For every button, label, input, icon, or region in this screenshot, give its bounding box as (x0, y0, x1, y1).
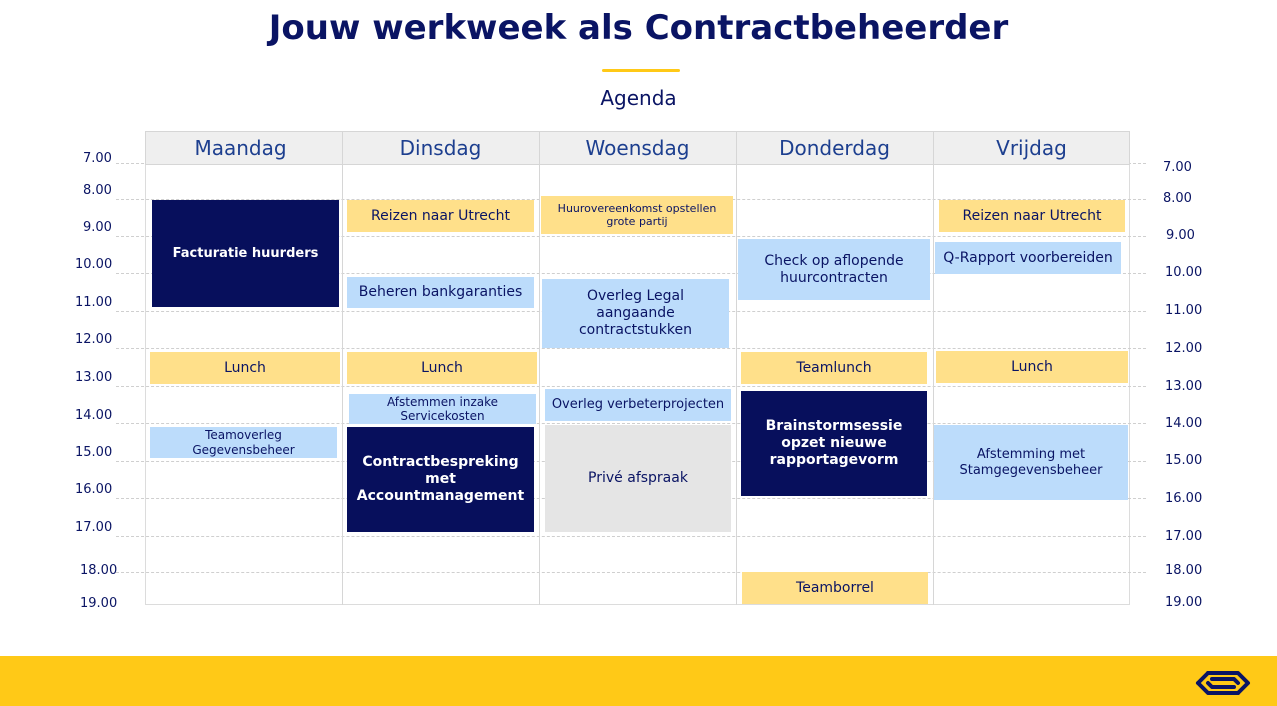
event-label: Teamoverleg Gegevensbeheer (192, 428, 295, 457)
day-header-vrijdag: Vrijdag (996, 136, 1067, 160)
event-label: Lunch (224, 359, 266, 376)
event-lunch[interactable] (936, 351, 1128, 383)
event-label: Huurovereenkomst opstellen grote partij (557, 201, 717, 228)
event-label: Facturatie huurders (172, 245, 319, 261)
event-label: Contractbespreking met Accountmanagement (356, 454, 525, 504)
event-brainstormsessie[interactable] (741, 391, 927, 496)
event-huurovereenkomst[interactable] (541, 196, 733, 234)
event-stamgegevensbeheer[interactable] (934, 425, 1128, 500)
hour-line (116, 572, 1146, 573)
column-divider (933, 131, 934, 605)
time-label-left: 7.00 (83, 151, 112, 166)
column-divider (736, 131, 737, 605)
event-label: Lunch (1011, 358, 1053, 375)
footer-bar (0, 656, 1277, 706)
time-label-left: 13.00 (75, 370, 113, 385)
time-label-left: 9.00 (83, 220, 112, 235)
time-label-right: 16.00 (1165, 491, 1203, 506)
page-title: Jouw werkweek als Contractbeheerder (268, 8, 1009, 48)
event-contractbespreking[interactable] (347, 427, 534, 532)
time-label-right: 12.00 (1165, 341, 1203, 356)
day-header-dinsdag: Dinsdag (399, 136, 482, 160)
event-overleg-legal[interactable] (542, 279, 729, 348)
time-label-right: 13.00 (1165, 379, 1203, 394)
hour-line (116, 386, 1146, 387)
time-label-right: 14.00 (1165, 416, 1203, 431)
time-label-right: 7.00 (1163, 160, 1192, 175)
time-label-left: 16.00 (75, 482, 113, 497)
event-label: Overleg verbeterprojecten (551, 397, 725, 413)
event-teamoverleg[interactable] (150, 427, 337, 458)
time-label-left: 8.00 (83, 183, 112, 198)
event-label: Teamlunch (796, 359, 872, 376)
event-label: Overleg Legal aangaande contractstukken (578, 288, 692, 338)
event-label: Q-Rapport voorbereiden (943, 249, 1113, 266)
event-bankgaranties[interactable] (347, 277, 534, 308)
event-label: Afstemmen inzake Servicekosten (386, 394, 499, 423)
event-lunch[interactable] (150, 352, 340, 384)
day-header-woensdag: Woensdag (585, 136, 690, 160)
event-prive-afspraak[interactable] (545, 425, 731, 532)
event-label: Brainstormsessie opzet nieuwe rapportagevorm (765, 418, 903, 468)
page-subtitle: Agenda (600, 86, 677, 110)
time-label-right: 19.00 (1165, 595, 1203, 610)
column-divider (342, 131, 343, 605)
time-label-right: 9.00 (1166, 228, 1195, 243)
column-divider (539, 131, 540, 605)
time-label-right: 17.00 (1165, 529, 1203, 544)
event-label: Beheren bankgaranties (358, 284, 523, 301)
hour-line (116, 536, 1146, 537)
event-teamlunch[interactable] (741, 352, 927, 384)
hour-line (116, 423, 1146, 424)
event-label: Check op aflopende huurcontracten (764, 252, 904, 286)
time-label-right: 15.00 (1165, 453, 1203, 468)
time-label-left: 17.00 (75, 520, 113, 535)
day-header-maandag: Maandag (194, 136, 287, 160)
event-label: Afstemming met Stamgegevensbeheer (959, 446, 1103, 478)
event-label: Lunch (421, 359, 463, 376)
time-label-left: 19.00 (80, 596, 118, 611)
time-label-left: 14.00 (75, 408, 113, 423)
event-servicekosten[interactable] (349, 394, 536, 424)
event-label: Privé afspraak (588, 470, 688, 487)
event-verbeterprojecten[interactable] (545, 389, 731, 421)
event-lunch[interactable] (347, 352, 537, 384)
title-accent-line (602, 69, 680, 72)
time-label-left: 11.00 (75, 295, 113, 310)
event-q-rapport[interactable] (935, 242, 1121, 274)
event-label: Teamborrel (796, 579, 874, 596)
event-label: Reizen naar Utrecht (962, 207, 1102, 224)
time-label-left: 12.00 (75, 332, 113, 347)
event-reizen-utrecht[interactable] (347, 200, 534, 232)
time-label-right: 8.00 (1163, 191, 1192, 206)
ns-logo-icon (1194, 669, 1252, 701)
time-label-right: 10.00 (1165, 265, 1203, 280)
time-label-left: 10.00 (75, 257, 113, 272)
time-label-right: 11.00 (1165, 303, 1203, 318)
event-check-huurcontracten[interactable] (738, 239, 930, 300)
event-reizen-utrecht[interactable] (939, 200, 1125, 232)
event-facturatie-huurders[interactable] (152, 200, 339, 307)
time-label-left: 18.00 (80, 563, 118, 578)
time-label-right: 18.00 (1165, 563, 1203, 578)
day-header-donderdag: Donderdag (779, 136, 890, 160)
event-label: Reizen naar Utrecht (371, 207, 510, 224)
time-label-left: 15.00 (75, 445, 113, 460)
event-teamborrel[interactable] (742, 572, 928, 604)
hour-line (116, 348, 1146, 349)
